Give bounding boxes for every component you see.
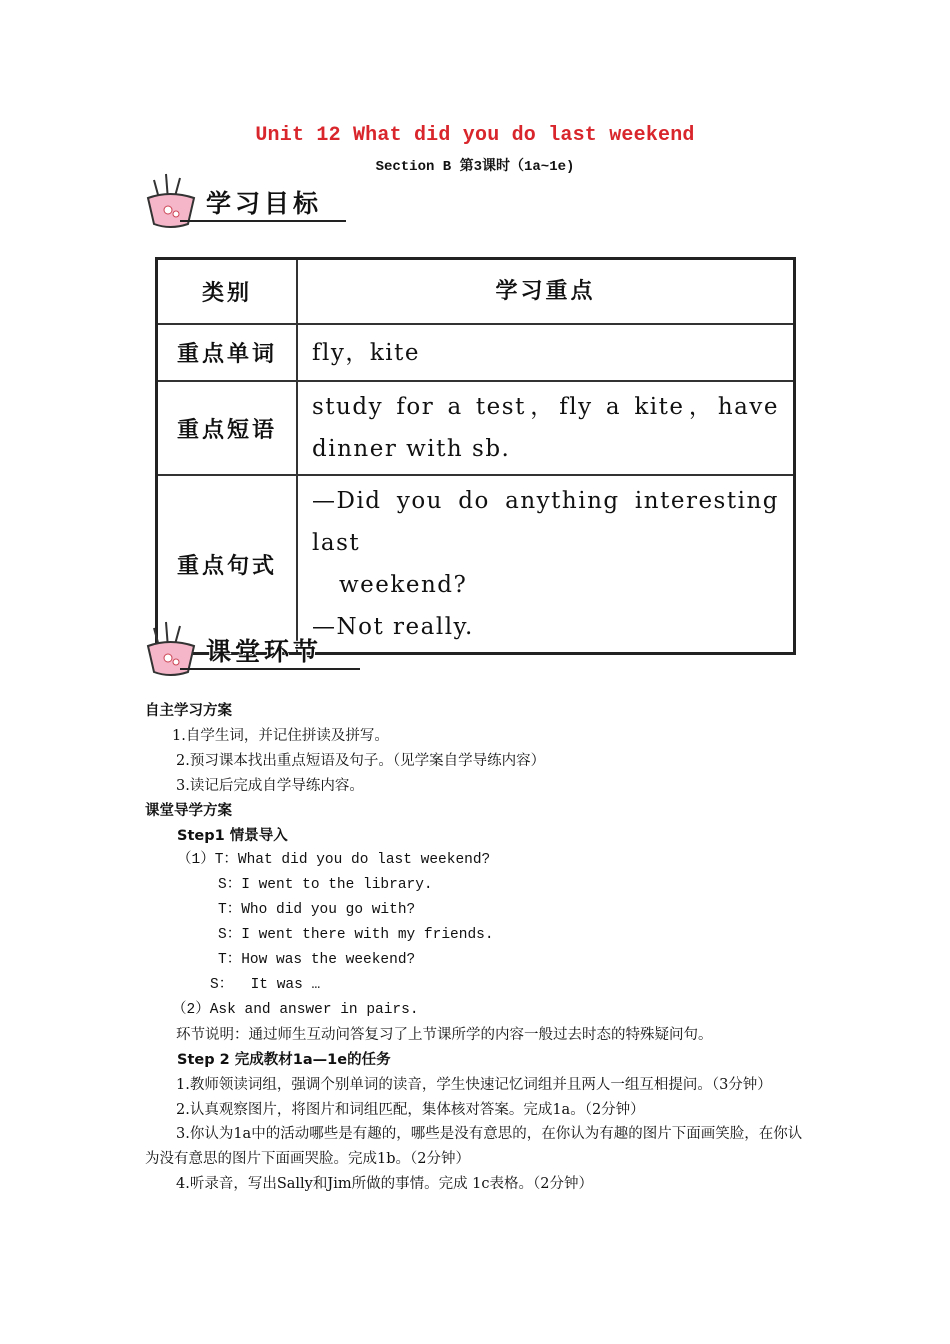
list-item: 3.你认为1a中的活动哪些是有趣的，哪些是没有意思的，在你认为有趣的图片下面画笑脸，在你认为没有意思的图片下面画哭脸。完成1b。（2分钟） <box>145 1126 803 1168</box>
goals-banner <box>140 172 346 228</box>
goals-table <box>155 257 796 655</box>
list-item: 4.听录音，写出Sally和Jim所做的事情。完成 1c表格。（2分钟） <box>176 1176 594 1193</box>
row-category: 重点短语 <box>157 381 298 475</box>
list-item: 1.自学生词，并记住拼读及拼写。 <box>172 727 389 744</box>
section-heading: 自主学习方案 <box>145 703 232 719</box>
lesson-content <box>145 699 810 1197</box>
row-value: study for a test，fly a kite，have dinner with sb. <box>297 381 795 475</box>
dialogue-line <box>145 848 810 873</box>
table-header-row <box>157 259 795 325</box>
dialogue-line: S：I went to the library. <box>218 877 433 894</box>
list-item: 3.读记后完成自学导练内容。 <box>176 777 364 794</box>
dialogue-line: T：Who did you go with? <box>218 902 416 919</box>
page-title: Unit 12 What did you do last weekend <box>255 124 695 147</box>
header-focus: 学习重点 <box>297 259 795 325</box>
header-category: 类别 <box>157 259 298 325</box>
dialogue-line: S：I went there with my friends. <box>218 927 494 944</box>
dialogue-line: T：How was the weekend? <box>218 952 416 969</box>
row-category: 重点单词 <box>157 324 298 381</box>
note-line: 环节说明：通过师生互动问答复习了上节课所学的内容一般过去时态的特殊疑问句。 <box>176 1026 713 1043</box>
table-row <box>157 324 795 381</box>
row-value: fly，kite <box>297 324 795 381</box>
section-heading: 课堂导学方案 <box>145 802 232 819</box>
row-value <box>297 475 795 654</box>
table-row <box>157 381 795 475</box>
page-subtitle: Section B 第3课时（1a~1e) <box>375 159 575 175</box>
list-item: 2.认真观察图片，将图片和词组匹配，集体核对答案。完成1a。（2分钟） <box>176 1101 645 1118</box>
sentence-line: —Not really. <box>312 614 474 640</box>
dialogue-text: T：What did you do last weekend? <box>214 852 491 869</box>
row-category: 重点句式 <box>157 475 298 654</box>
pairs-line: （2）Ask and answer in pairs. <box>172 1001 419 1018</box>
sentence-line: weekend? <box>339 572 468 598</box>
dialogue-label: （1） <box>177 852 215 869</box>
classroom-banner <box>140 620 360 676</box>
step-heading: Step 2 完成教材1a—1e的任务 <box>177 1051 391 1068</box>
goals-banner-label: 学习目标 <box>206 189 323 218</box>
step-heading: Step1 情景导入 <box>177 827 288 844</box>
dialogue-line: S： It was … <box>210 976 321 993</box>
list-item: 1.教师领读词组，强调个别单词的读音，学生快速记忆词组并且两人一组互相提问。（3分钟） <box>176 1076 772 1093</box>
sentence-line: —Did you do anything interesting last <box>312 488 779 556</box>
classroom-banner-label: 课堂环节 <box>206 637 323 666</box>
list-item: 2.预习课本找出重点短语及句子。（见学案自学导练内容） <box>176 752 546 769</box>
